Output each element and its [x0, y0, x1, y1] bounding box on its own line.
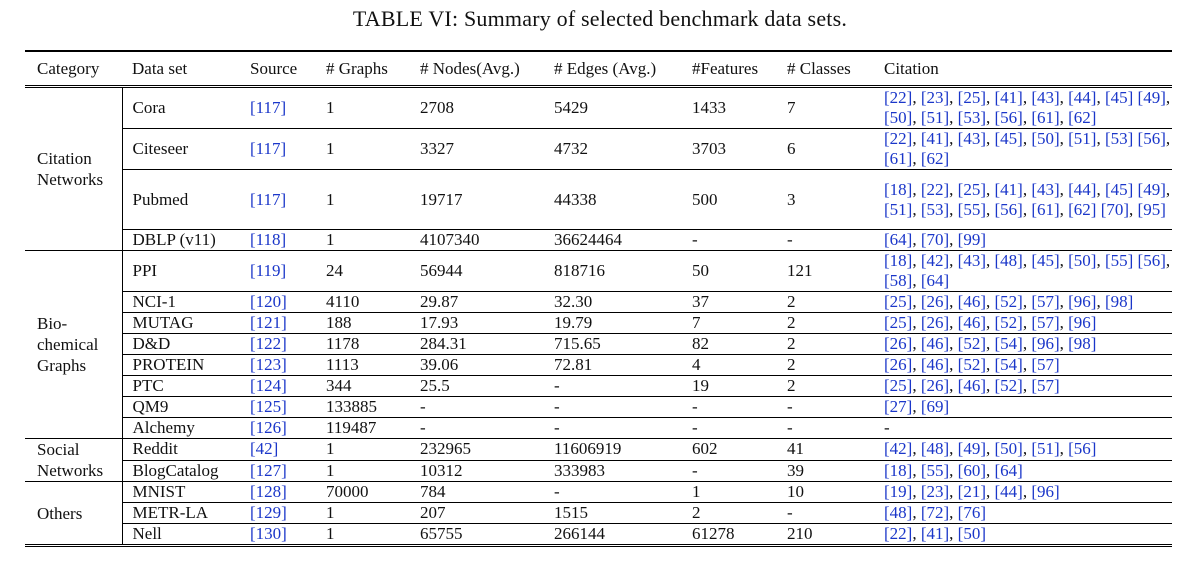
table-row	[25, 503, 1172, 524]
features-cell: 7	[682, 313, 777, 334]
citation-cell[interactable]: [27], [69]	[874, 397, 1172, 418]
nodes-cell: 3327	[410, 129, 544, 170]
header-row	[25, 51, 1172, 87]
edges-cell: 11606919	[544, 439, 682, 461]
classes-cell: 7	[777, 87, 874, 129]
features-cell: -	[682, 418, 777, 439]
edges-cell: -	[544, 376, 682, 397]
classes-cell: 41	[777, 439, 874, 461]
nodes-cell: 39.06	[410, 355, 544, 376]
source-cell[interactable]: [121]	[240, 313, 316, 334]
header-classes: # Classes	[777, 51, 874, 87]
table-row	[25, 129, 1172, 170]
header-edges: # Edges (Avg.)	[544, 51, 682, 87]
nodes-cell: 10312	[410, 460, 544, 482]
header-graphs: # Graphs	[316, 51, 410, 87]
benchmark-table	[25, 50, 1172, 547]
nodes-cell: 25.5	[410, 376, 544, 397]
graphs-cell: 4110	[316, 292, 410, 313]
dataset-cell: QM9	[122, 397, 240, 418]
nodes-cell: 232965	[410, 439, 544, 461]
classes-cell: 10	[777, 482, 874, 503]
table-body	[25, 87, 1172, 546]
nodes-cell: 4107340	[410, 230, 544, 251]
graphs-cell: 1	[316, 460, 410, 482]
table-row	[25, 87, 1172, 129]
source-cell[interactable]: [117]	[240, 129, 316, 170]
classes-cell: 2	[777, 313, 874, 334]
dataset-cell: PTC	[122, 376, 240, 397]
classes-cell: 3	[777, 170, 874, 230]
category-cell: Bio- chemical Graphs	[25, 251, 122, 439]
citation-cell[interactable]: [25], [26], [46], [52], [57]	[874, 376, 1172, 397]
citation-cell[interactable]: [18], [55], [60], [64]	[874, 460, 1172, 482]
edges-cell: -	[544, 482, 682, 503]
features-cell: -	[682, 230, 777, 251]
graphs-cell: 1	[316, 129, 410, 170]
table-row	[25, 230, 1172, 251]
classes-cell: 2	[777, 292, 874, 313]
graphs-cell: 344	[316, 376, 410, 397]
edges-cell: 36624464	[544, 230, 682, 251]
features-cell: 82	[682, 334, 777, 355]
dataset-cell: MUTAG	[122, 313, 240, 334]
classes-cell: 2	[777, 355, 874, 376]
source-cell[interactable]: [122]	[240, 334, 316, 355]
edges-cell: 5429	[544, 87, 682, 129]
category-cell: Citation Networks	[25, 87, 122, 251]
table-row	[25, 376, 1172, 397]
features-cell: 500	[682, 170, 777, 230]
citation-cell[interactable]: [18], [22], [25], [41], [43], [44], [45] [49], [51], [53], [55], [56], [61], [62] [70], [95]	[874, 170, 1172, 230]
table-caption: TABLE VI: Summary of selected benchmark data sets.	[352, 6, 848, 31]
category-cell: Others	[25, 482, 122, 546]
dataset-cell: Nell	[122, 524, 240, 546]
source-cell[interactable]: [42]	[240, 439, 316, 461]
graphs-cell: 1	[316, 170, 410, 230]
graphs-cell: 119487	[316, 418, 410, 439]
edges-cell: 1515	[544, 503, 682, 524]
citation-cell[interactable]: [25], [26], [46], [52], [57], [96], [98]	[874, 292, 1172, 313]
classes-cell: 210	[777, 524, 874, 546]
classes-cell: 121	[777, 251, 874, 292]
features-cell: -	[682, 460, 777, 482]
nodes-cell: 784	[410, 482, 544, 503]
classes-cell: -	[777, 503, 874, 524]
dataset-cell: Alchemy	[122, 418, 240, 439]
graphs-cell: 1	[316, 87, 410, 129]
dataset-cell: BlogCatalog	[122, 460, 240, 482]
features-cell: 3703	[682, 129, 777, 170]
edges-cell: 266144	[544, 524, 682, 546]
graphs-cell: 1178	[316, 334, 410, 355]
table-row	[25, 439, 1172, 461]
edges-cell: -	[544, 397, 682, 418]
features-cell: 19	[682, 376, 777, 397]
citation-cell[interactable]: [19], [23], [21], [44], [96]	[874, 482, 1172, 503]
source-cell[interactable]: [130]	[240, 524, 316, 546]
nodes-cell: 2708	[410, 87, 544, 129]
classes-cell: -	[777, 230, 874, 251]
dataset-cell: Reddit	[122, 439, 240, 461]
source-cell[interactable]: [117]	[240, 170, 316, 230]
edges-cell: 715.65	[544, 334, 682, 355]
header-source: Source	[240, 51, 316, 87]
edges-cell: 44338	[544, 170, 682, 230]
nodes-cell: 56944	[410, 251, 544, 292]
table-row	[25, 524, 1172, 546]
features-cell: 1	[682, 482, 777, 503]
nodes-cell: -	[410, 397, 544, 418]
classes-cell: -	[777, 397, 874, 418]
citation-cell[interactable]: -	[874, 418, 1172, 439]
features-cell: 50	[682, 251, 777, 292]
dataset-cell: MNIST	[122, 482, 240, 503]
table-row	[25, 460, 1172, 482]
graphs-cell: 24	[316, 251, 410, 292]
dataset-cell: Pubmed	[122, 170, 240, 230]
source-cell[interactable]: [125]	[240, 397, 316, 418]
table-row	[25, 397, 1172, 418]
nodes-cell: 19717	[410, 170, 544, 230]
dataset-cell: METR-LA	[122, 503, 240, 524]
nodes-cell: -	[410, 418, 544, 439]
citation-cell[interactable]: [25], [26], [46], [52], [57], [96]	[874, 313, 1172, 334]
table-row	[25, 313, 1172, 334]
edges-cell: 818716	[544, 251, 682, 292]
features-cell: 4	[682, 355, 777, 376]
dataset-cell: D&D	[122, 334, 240, 355]
category-cell: Social Networks	[25, 439, 122, 482]
header-category: Category	[25, 51, 122, 87]
header-citation: Citation	[874, 51, 1172, 87]
graphs-cell: 70000	[316, 482, 410, 503]
source-cell[interactable]: [128]	[240, 482, 316, 503]
source-cell[interactable]: [127]	[240, 460, 316, 482]
source-cell[interactable]: [124]	[240, 376, 316, 397]
table-row	[25, 355, 1172, 376]
table-row	[25, 170, 1172, 230]
edges-cell: 72.81	[544, 355, 682, 376]
nodes-cell: 207	[410, 503, 544, 524]
table-row	[25, 334, 1172, 355]
header-features: #Features	[682, 51, 777, 87]
table-row	[25, 251, 1172, 292]
source-cell[interactable]: [117]	[240, 87, 316, 129]
classes-cell: 2	[777, 376, 874, 397]
graphs-cell: 1	[316, 524, 410, 546]
graphs-cell: 1	[316, 230, 410, 251]
citation-cell[interactable]: [42], [48], [49], [50], [51], [56]	[874, 439, 1172, 461]
dataset-cell: Citeseer	[122, 129, 240, 170]
nodes-cell: 17.93	[410, 313, 544, 334]
dataset-cell: Cora	[122, 87, 240, 129]
features-cell: -	[682, 397, 777, 418]
citation-cell[interactable]: [64], [70], [99]	[874, 230, 1172, 251]
classes-cell: 6	[777, 129, 874, 170]
classes-cell: -	[777, 418, 874, 439]
header-nodes: # Nodes(Avg.)	[410, 51, 544, 87]
table-row	[25, 418, 1172, 439]
nodes-cell: 65755	[410, 524, 544, 546]
table-row	[25, 482, 1172, 503]
edges-cell: 4732	[544, 129, 682, 170]
source-cell[interactable]: [123]	[240, 355, 316, 376]
graphs-cell: 188	[316, 313, 410, 334]
nodes-cell: 29.87	[410, 292, 544, 313]
features-cell: 602	[682, 439, 777, 461]
dataset-cell: NCI-1	[122, 292, 240, 313]
features-cell: 2	[682, 503, 777, 524]
edges-cell: -	[544, 418, 682, 439]
source-cell[interactable]: [119]	[240, 251, 316, 292]
citation-cell[interactable]: [26], [46], [52], [54], [57]	[874, 355, 1172, 376]
citation-cell[interactable]: [48], [72], [76]	[874, 503, 1172, 524]
citation-cell[interactable]: [22], [41], [50]	[874, 524, 1172, 546]
classes-cell: 39	[777, 460, 874, 482]
citation-cell[interactable]: [22], [41], [43], [45], [50], [51], [53] [56], [61], [62]	[874, 129, 1172, 170]
features-cell: 1433	[682, 87, 777, 129]
dataset-cell: PROTEIN	[122, 355, 240, 376]
features-cell: 37	[682, 292, 777, 313]
source-cell[interactable]: [120]	[240, 292, 316, 313]
dataset-cell: DBLP (v11)	[122, 230, 240, 251]
source-cell[interactable]: [126]	[240, 418, 316, 439]
citation-cell[interactable]: [22], [23], [25], [41], [43], [44], [45] [49], [50], [51], [53], [56], [61], [62]	[874, 87, 1172, 129]
citation-cell[interactable]: [18], [42], [43], [48], [45], [50], [55] [56], [58], [64]	[874, 251, 1172, 292]
classes-cell: 2	[777, 334, 874, 355]
features-cell: 61278	[682, 524, 777, 546]
source-cell[interactable]: [129]	[240, 503, 316, 524]
source-cell[interactable]: [118]	[240, 230, 316, 251]
citation-cell[interactable]: [26], [46], [52], [54], [96], [98]	[874, 334, 1172, 355]
graphs-cell: 1	[316, 503, 410, 524]
dataset-cell: PPI	[122, 251, 240, 292]
edges-cell: 333983	[544, 460, 682, 482]
header-dataset: Data set	[122, 51, 240, 87]
graphs-cell: 1	[316, 439, 410, 461]
edges-cell: 32.30	[544, 292, 682, 313]
table-row	[25, 292, 1172, 313]
graphs-cell: 133885	[316, 397, 410, 418]
nodes-cell: 284.31	[410, 334, 544, 355]
edges-cell: 19.79	[544, 313, 682, 334]
graphs-cell: 1113	[316, 355, 410, 376]
